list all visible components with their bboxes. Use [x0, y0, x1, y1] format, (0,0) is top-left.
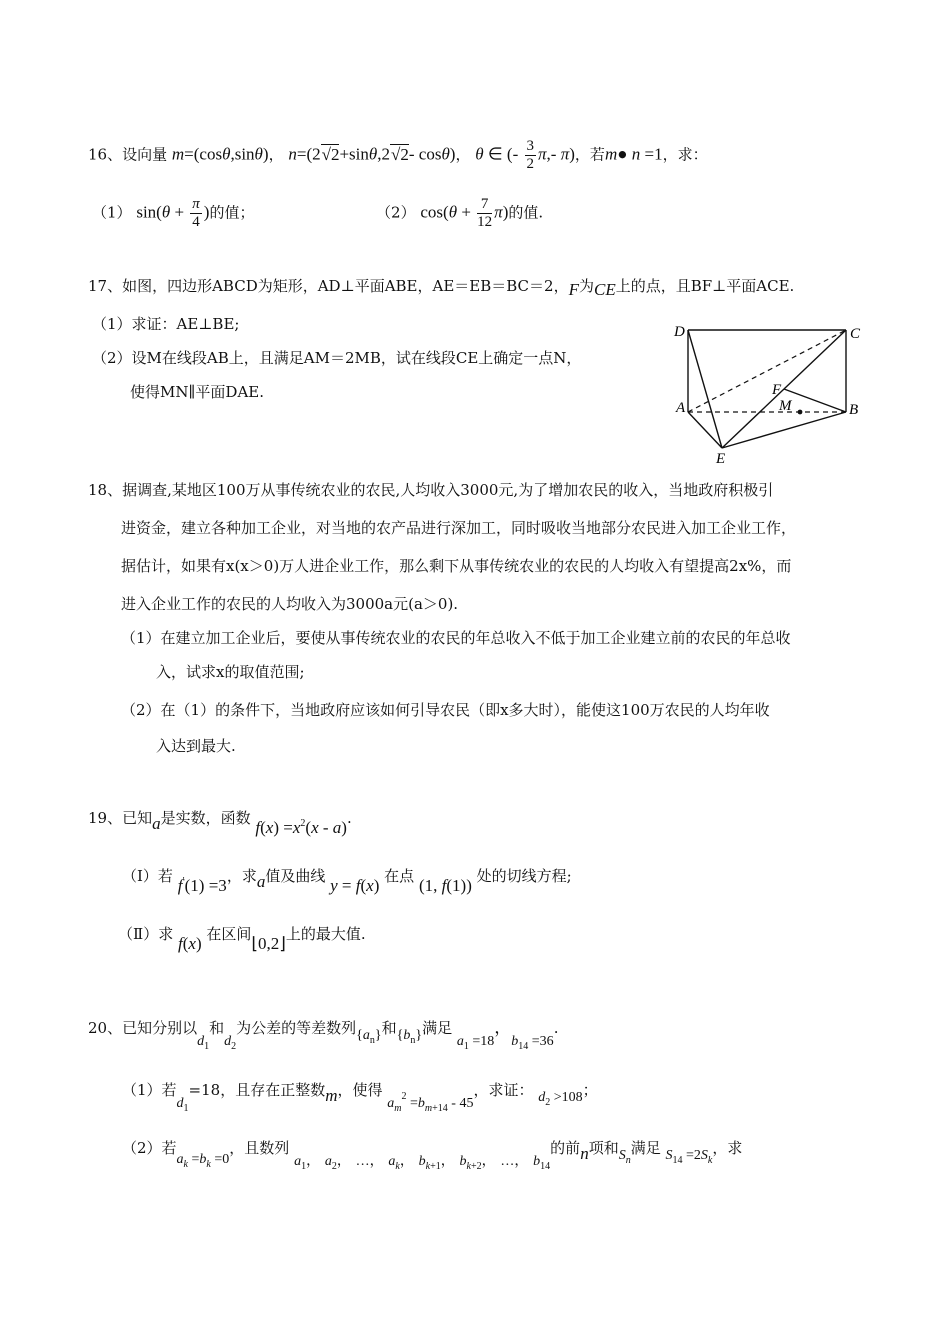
label-E: E	[716, 451, 726, 467]
sequence-b: $\{b_n\}$	[396, 1028, 423, 1046]
edge-AC-hidden	[688, 330, 846, 412]
problem-20-part2: （2）若$a_k =b_k =0$，且数列 $a_1$， $a_2$， …， $a_k$， $b_{k+1}$， $b_{k+2}$， …， $b_{14}$的前n项和$S_n$满足 $S_{14} =2S_k$，求	[122, 1139, 743, 1172]
interval: ⌊0,2⌋	[251, 934, 286, 953]
geometry-figure	[668, 316, 878, 466]
problem-16-line: 16、设向量 m=(cosθ,sinθ)， n=(2√2+sinθ,2√2- cosθ)， θ ∈ (- $\frac{3}{2}$ π,- π)，若m● n =1，求：	[88, 138, 708, 172]
edge-FB	[784, 389, 846, 412]
problem-18-part1a: （1）在建立加工企业后，要使从事传统农业的农民的年总收入不低于加工企业建立前的农民的年总收	[121, 629, 791, 647]
part1-expression: sin(	[136, 202, 162, 222]
problem-19-part2: （Ⅱ）求 f(x) 在区间⌊0,2⌋上的最大值.	[118, 925, 366, 953]
label-D: D	[674, 324, 685, 340]
part2-condition: $a_k =b_k =0$	[176, 1152, 230, 1170]
problem-18-part2a: （2）在（1）的条件下，当地政府应该如何引导农民（即x多大时），能使这100万农民的人均年收	[121, 701, 770, 719]
problem-16-number: 16、	[88, 145, 123, 164]
part2-sequence: $a_1$， $a_2$， …， $a_k$， $b_{k+1}$， $b_{k+2}$， …， $b_{14}$	[294, 1154, 551, 1172]
part2-expression: cos(	[420, 202, 449, 222]
problem-17-part2b: 使得MN∥平面DAE.	[130, 383, 264, 401]
label-C: C	[850, 326, 861, 342]
problem-17-line: 17、如图，四边形ABCD为矩形，AD⊥平面ABE，AE＝EB＝BC＝2，F为CE上的点，且BF⊥平面ACE.	[88, 277, 795, 299]
vector-m: m	[171, 144, 185, 164]
problem-17-part2a: （2）设M在线段AB上，且满足AM＝2MB，试在线段CE上确定一点N，	[92, 349, 582, 367]
part1-equation: $a_m^2 =b_{m+14} - 45$	[387, 1091, 474, 1114]
problem-18-line1: 18、据调查,某地区100万从事传统农业的农民,人均收入3000元,为了增加农民的收入，当地政府积极引	[88, 481, 774, 499]
common-diff-d1: $d_1$	[197, 1034, 210, 1052]
derivative-condition: f′(1) =3	[177, 876, 227, 895]
vector-n: n	[288, 144, 297, 164]
label-B: B	[849, 402, 859, 418]
theta-range: θ	[475, 144, 484, 164]
problem-20-part1: （1）若$d_1=18$，且存在正整数m，使得 $a_m^2 =b_{m+14} - 45$，求证： $d_2 >108$；	[122, 1081, 598, 1114]
part2-equation: $S_{14} =2S_k$	[665, 1148, 713, 1166]
part1-inequality: $d_2 >108$	[538, 1090, 583, 1108]
curve-expression: y = f(x)	[330, 876, 380, 895]
sequence-a: $\{a_n\}$	[356, 1028, 382, 1046]
problem-18-line4: 进入企业工作的农民的人均收入为3000a元(a＞0).	[121, 595, 459, 613]
problem-19-line: 19、已知a是实数，函数 $f(x) =x^2(x - a)$.	[88, 809, 352, 837]
problem-19-part1: （Ⅰ）若 f′(1) =3，求a值及曲线 y = f(x) 在点 (1, f(1)) 处的切线方程;	[122, 867, 572, 895]
label-M: M	[779, 398, 792, 414]
figure-svg	[668, 316, 878, 466]
condition-a1: $a_1 =18$	[456, 1034, 495, 1052]
problem-18-line3: 据估计，如果有x(x＞0)万人进企业工作，那么剩下从事传统农业的农民的人均收入有望提高2x%，而	[121, 557, 792, 575]
problem-16-parts: （1） sin(θ + $\frac{\pi}{4}$ )的值； （2） cos(θ + $\frac{7}{12}$ π)的值.	[92, 196, 544, 230]
label-A: A	[676, 400, 686, 416]
function-f: f(x)	[177, 934, 202, 953]
problem-18-line2: 进资金，建立各种加工企业，对当地的农产品进行深加工，同时吸收当地部分农民进入加工企业工作，	[121, 519, 797, 537]
problem-17-part1: （1）求证：AE⊥BE;	[92, 315, 240, 333]
problem-16-intro: 设向量	[122, 145, 168, 164]
function-definition: $f(x) =x^2(x - a)$	[255, 818, 347, 837]
problem-20-line: 20、已知分别以$d_1$和$d_2$为公差的等差数列$\{a_n\}$和$\{b_n\}$满足 $a_1 =18$，$b_{14} =36$.	[88, 1018, 559, 1052]
common-diff-d2: $d_2$	[224, 1034, 237, 1052]
label-F: F	[772, 382, 782, 398]
point-M	[798, 410, 803, 415]
problem-18-part2b: 入达到最大.	[156, 737, 236, 755]
problem-18-part1b: 入，试求x的取值范围;	[156, 663, 305, 681]
tangent-point: (1, f(1))	[418, 876, 472, 895]
condition-b14: $b_{14} =36$	[511, 1034, 554, 1052]
dot-product-condition: m	[604, 144, 618, 164]
